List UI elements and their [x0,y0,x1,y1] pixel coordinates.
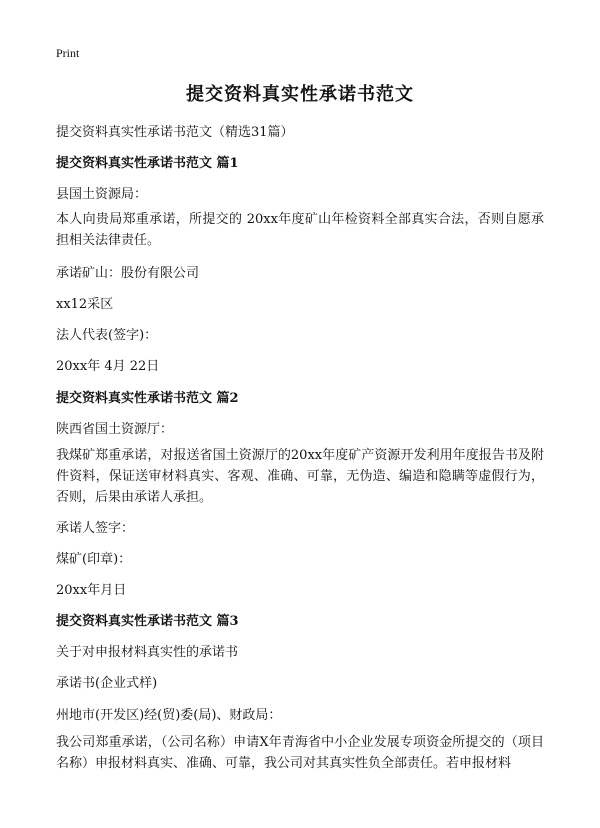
section-2-date: 20xx年月日 [56,583,127,598]
section-2-signer: 承诺人签字： [56,521,135,536]
document-subtitle: 提交资料真实性承诺书范文（精选31篇） [56,125,294,140]
section-heading-2: 提交资料真实性承诺书范文 篇2 [56,391,239,406]
section-3-topic: 关于对申报材料真实性的承诺书 [56,645,239,660]
document-title: 提交资料真实性承诺书范文 [186,84,414,105]
section-1-date: 20xx年 4月 22日 [56,359,160,374]
section-2-addressee: 陕西省国土资源厅： [56,422,174,437]
section-1-signature: 法人代表(签字)： [56,328,158,343]
print-link[interactable]: Print [56,46,80,60]
section-1-area: xx12采区 [56,297,114,312]
section-1-addressee: 县国土资源局： [56,187,148,202]
section-1-mine: 承诺矿山：股份有限公司 [56,266,200,281]
section-heading-1: 提交资料真实性承诺书范文 篇1 [56,156,239,171]
section-3-addressee: 州地市(开发区)经(贸)委(局)、财政局： [56,708,282,723]
section-2-seal: 煤矿(印章)： [56,552,132,567]
section-heading-3: 提交资料真实性承诺书范文 篇3 [56,614,239,629]
section-3-form: 承诺书(企业式样) [56,676,158,691]
section-1-body: 本人向贵局郑重承诺，所提交的 20xx年度矿山年检资料全部真实合法，否则自愿承担相关法律责任。 [56,212,544,248]
section-2-body: 我煤矿郑重承诺，对报送省国土资源厅的20xx年度矿产资源开发利用年度报告书及附件资料，保证送审材料真实、客观、准确、可靠，无伪造、编造和隐瞒等虚假行为，否则，后果由承诺人承担。 [56,448,544,505]
section-3-body: 我公司郑重承诺，（公司名称）申请X年青海省中小企业发展专项资金所提交的（项目名称）申报材料真实、准确、可靠，我公司对其真实性负全部责任。若申报材料 [56,735,544,771]
